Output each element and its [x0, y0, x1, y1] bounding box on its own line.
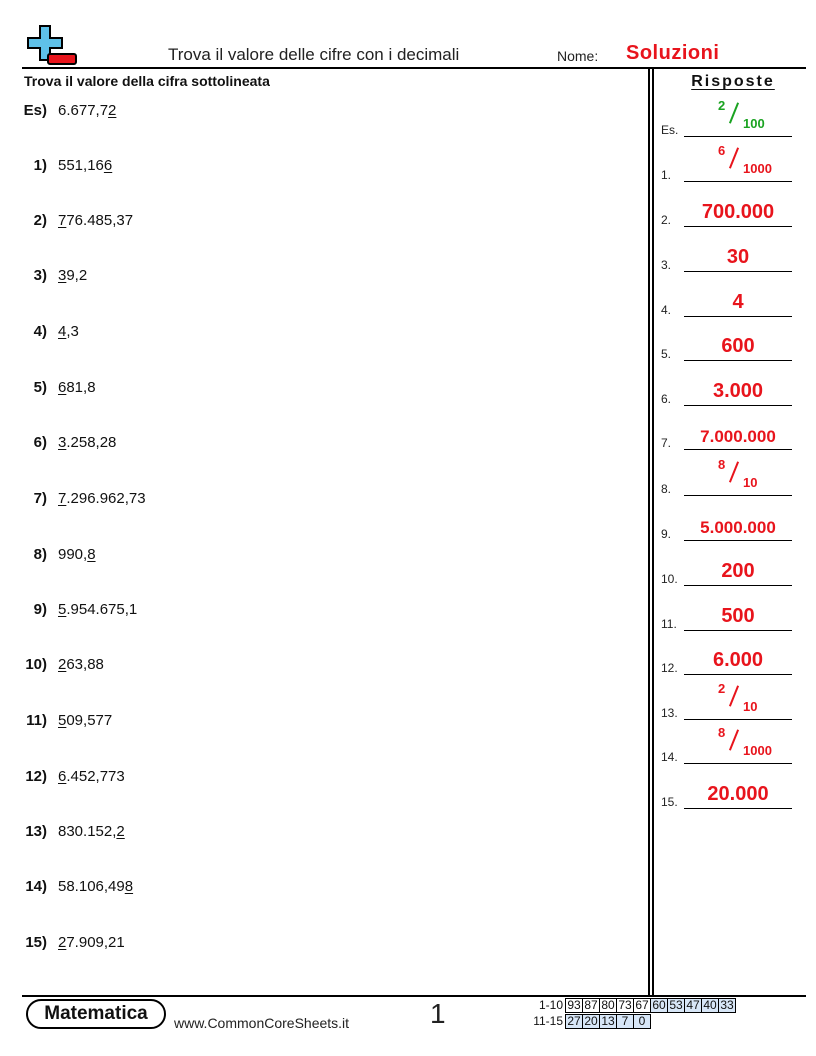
answer-line: [684, 808, 792, 809]
score-cell: 33: [718, 998, 736, 1013]
column-divider: [652, 69, 654, 997]
instructions: Trova il valore della cifra sottolineata: [24, 73, 270, 89]
score-cell: 20: [582, 1014, 600, 1029]
answer-label: 14.: [661, 750, 678, 764]
answer-fraction: [684, 681, 792, 719]
underlined-digit: 6: [103, 157, 113, 174]
answer-line: [684, 585, 792, 586]
score-cell: 27: [565, 1014, 583, 1029]
answer-value: 20.000: [707, 783, 769, 805]
fraction-denominator: 1000: [743, 161, 772, 176]
question-row: [0, 379, 640, 401]
question-number-value: [58, 267, 87, 284]
question-number: 12): [25, 768, 47, 785]
answer-row: [660, 549, 806, 589]
question-row: [0, 601, 640, 623]
answer-label: Es.: [661, 123, 679, 137]
question-number: 1): [33, 157, 47, 174]
answer-value: 7.000.000: [700, 427, 776, 446]
question-row: [0, 546, 640, 568]
answer-line: [684, 271, 792, 272]
question-row: [0, 934, 640, 956]
question-number-value: [58, 102, 116, 119]
score-cell: 67: [633, 998, 651, 1013]
answer-row: [660, 683, 806, 723]
fraction-denominator: 1000: [743, 743, 772, 758]
answer-line: [684, 495, 792, 496]
question-row: [0, 323, 640, 345]
digits-after: 81,8: [66, 379, 96, 396]
question-number: 6): [33, 434, 47, 451]
answer-row: [660, 459, 806, 499]
answer-label: 10.: [661, 572, 678, 586]
question-number-value: [58, 546, 96, 563]
digits-before: 58.106,49: [58, 878, 125, 895]
answer-line: [684, 136, 792, 137]
question-number: 13): [25, 823, 47, 840]
answer-row: [660, 504, 806, 544]
score-cell: 0: [633, 1014, 651, 1029]
fraction-slash-icon: [729, 685, 739, 706]
question-row: [0, 823, 640, 845]
underlined-digit: 8: [124, 878, 134, 895]
worksheet-title: Trova il valore delle cifre con i decimali: [168, 45, 460, 64]
fraction-slash-icon: [729, 729, 739, 750]
digits-before: 6.677,7: [58, 102, 109, 119]
digits-after: .954.675,1: [66, 601, 138, 618]
score-cell: 87: [582, 998, 600, 1013]
name-label: Nome:: [557, 48, 599, 64]
question-number: 2): [33, 212, 47, 229]
answer-value: 600: [721, 335, 755, 357]
score-cell: 53: [667, 998, 685, 1013]
question-number-value: [58, 212, 133, 229]
fraction-slash-icon: [729, 102, 739, 123]
question-row: [0, 490, 640, 512]
answer-fraction: [684, 98, 792, 136]
answer-value: 3.000: [712, 380, 764, 402]
answer-label: 2.: [661, 213, 672, 227]
question-number: 7): [33, 490, 47, 507]
question-number: 8): [33, 546, 47, 563]
question-row: [0, 102, 640, 124]
underlined-digit: 3: [58, 434, 67, 451]
question-number-value: [58, 878, 133, 895]
answer-label: 13.: [661, 706, 678, 720]
digits-before: 551,16: [58, 157, 104, 174]
question-number-value: [58, 934, 125, 951]
brand-badge: Matematica: [26, 999, 166, 1029]
question-number-value: [58, 157, 112, 174]
answer-line: [684, 226, 792, 227]
underlined-digit: 8: [87, 546, 96, 563]
score-cell: 73: [616, 998, 634, 1013]
answer-label: 8.: [661, 482, 672, 496]
underlined-digit: 2: [58, 934, 67, 951]
answer-row: [660, 100, 806, 140]
digits-after: .258,28: [66, 434, 117, 451]
underlined-digit: 5: [58, 601, 67, 618]
score-cell: 13: [599, 1014, 617, 1029]
answer-fraction: [684, 725, 792, 763]
score-cell: 93: [565, 998, 583, 1013]
question-number-value: [58, 823, 125, 840]
score-cell: 7: [616, 1014, 634, 1029]
digits-before: 830.152,: [58, 823, 117, 840]
question-number-value: [58, 323, 79, 340]
fraction-denominator: 10: [743, 699, 758, 714]
question-number-value: [58, 712, 112, 729]
answer-label: 9.: [661, 527, 672, 541]
answer-label: 7.: [661, 436, 672, 450]
answer-value: 500: [721, 605, 755, 627]
answer-label: 15.: [661, 795, 678, 809]
answer-line: [684, 181, 792, 182]
question-number-value: [58, 656, 104, 673]
answer-row: [660, 369, 806, 409]
digits-after: 7.909,21: [66, 934, 125, 951]
answer-row: [660, 727, 806, 767]
digits-after: 9,2: [66, 267, 88, 284]
answer-line: [684, 449, 792, 450]
underlined-digit: 3: [58, 267, 67, 284]
question-number: 14): [25, 878, 47, 895]
question-row: [0, 656, 640, 678]
fraction-slash-icon: [729, 147, 739, 168]
fraction-numerator: 6: [718, 143, 726, 158]
underlined-digit: 4: [58, 323, 67, 340]
answer-row: [660, 413, 806, 453]
website-link: www.CommonCoreSheets.it: [174, 1015, 350, 1031]
fraction-numerator: 8: [718, 457, 726, 472]
question-number: Es): [23, 102, 47, 119]
underlined-digit: 2: [108, 102, 117, 119]
answer-row: [660, 638, 806, 678]
question-row: [0, 712, 640, 734]
underlined-digit: 2: [58, 656, 67, 673]
answer-row: [660, 324, 806, 364]
answer-value: 30: [726, 246, 750, 268]
answer-line: [684, 719, 792, 720]
question-number: 9): [33, 601, 47, 618]
score-cell: 80: [599, 998, 617, 1013]
underlined-digit: 7: [58, 212, 67, 229]
underlined-digit: 7: [58, 490, 67, 507]
question-row: [0, 768, 640, 790]
underlined-digit: 2: [116, 823, 125, 840]
answer-value: 200: [721, 560, 755, 582]
underlined-digit: 5: [58, 712, 67, 729]
digits-after: 09,577: [66, 712, 113, 729]
question-number-value: [58, 601, 137, 618]
answer-fraction: [684, 457, 792, 495]
fraction-slash-icon: [729, 461, 739, 482]
question-row: [0, 157, 640, 179]
question-number-value: [58, 768, 125, 785]
answer-row: [660, 594, 806, 634]
answer-line: [684, 316, 792, 317]
question-row: [0, 267, 640, 289]
answer-line: [684, 540, 792, 541]
fraction-numerator: 2: [718, 681, 726, 696]
answer-row: [660, 145, 806, 185]
answer-row: [660, 280, 806, 320]
answer-value: 4: [732, 291, 744, 313]
fraction-denominator: 10: [743, 475, 758, 490]
answer-line: [684, 630, 792, 631]
question-number: 10): [25, 656, 47, 673]
answer-value: 6.000: [712, 649, 764, 671]
question-number: 4): [33, 323, 47, 340]
question-row: [0, 434, 640, 456]
underlined-digit: 6: [58, 379, 67, 396]
question-number: 3): [33, 267, 47, 284]
question-number: 15): [25, 934, 47, 951]
answers-title: Risposte: [691, 73, 775, 90]
answer-line: [684, 405, 792, 406]
answer-label: 1.: [661, 168, 672, 182]
header-divider: [22, 67, 806, 69]
answer-row: [660, 772, 806, 812]
name-value: Soluzioni: [626, 42, 720, 64]
answer-row: [660, 190, 806, 230]
question-number-value: [58, 379, 96, 396]
answer-label: 11.: [661, 617, 677, 631]
fraction-numerator: 2: [718, 98, 726, 113]
score-cell: 47: [684, 998, 702, 1013]
underlined-digit: 6: [58, 768, 67, 785]
digits-before: 990,: [58, 546, 88, 563]
digits-after: .452,773: [66, 768, 125, 785]
digits-after: ,3: [66, 323, 79, 340]
digits-after: 63,88: [66, 656, 104, 673]
math-logo-icon: [24, 24, 80, 68]
score-row-label: 11-15: [533, 1014, 563, 1028]
question-row: [0, 878, 640, 900]
fraction-denominator: 100: [743, 116, 765, 131]
score-cell: 60: [650, 998, 668, 1013]
answer-value: 700.000: [701, 201, 775, 223]
answer-line: [684, 674, 792, 675]
question-number-value: [58, 434, 116, 451]
answer-label: 12.: [661, 661, 678, 675]
answer-line: [684, 763, 792, 764]
answer-label: 6.: [661, 392, 672, 406]
fraction-numerator: 8: [718, 725, 726, 740]
page-number: 1: [430, 998, 446, 1029]
digits-after: .296.962,73: [66, 490, 146, 507]
answer-label: 4.: [661, 303, 672, 317]
digits-after: 76.485,37: [66, 212, 134, 229]
answer-fraction: [684, 143, 792, 181]
footer-divider: [22, 995, 806, 997]
question-number: 11): [26, 712, 47, 729]
score-row-label: 1-10: [538, 998, 563, 1012]
answer-label: 3.: [661, 258, 672, 272]
question-number: 5): [33, 379, 47, 396]
question-number-value: [58, 490, 146, 507]
answer-label: 5.: [661, 347, 672, 361]
column-divider: [648, 69, 650, 997]
answer-line: [684, 360, 792, 361]
question-row: [0, 212, 640, 234]
score-cell: 40: [701, 998, 719, 1013]
answer-value: 5.000.000: [700, 518, 776, 537]
answer-row: [660, 235, 806, 275]
